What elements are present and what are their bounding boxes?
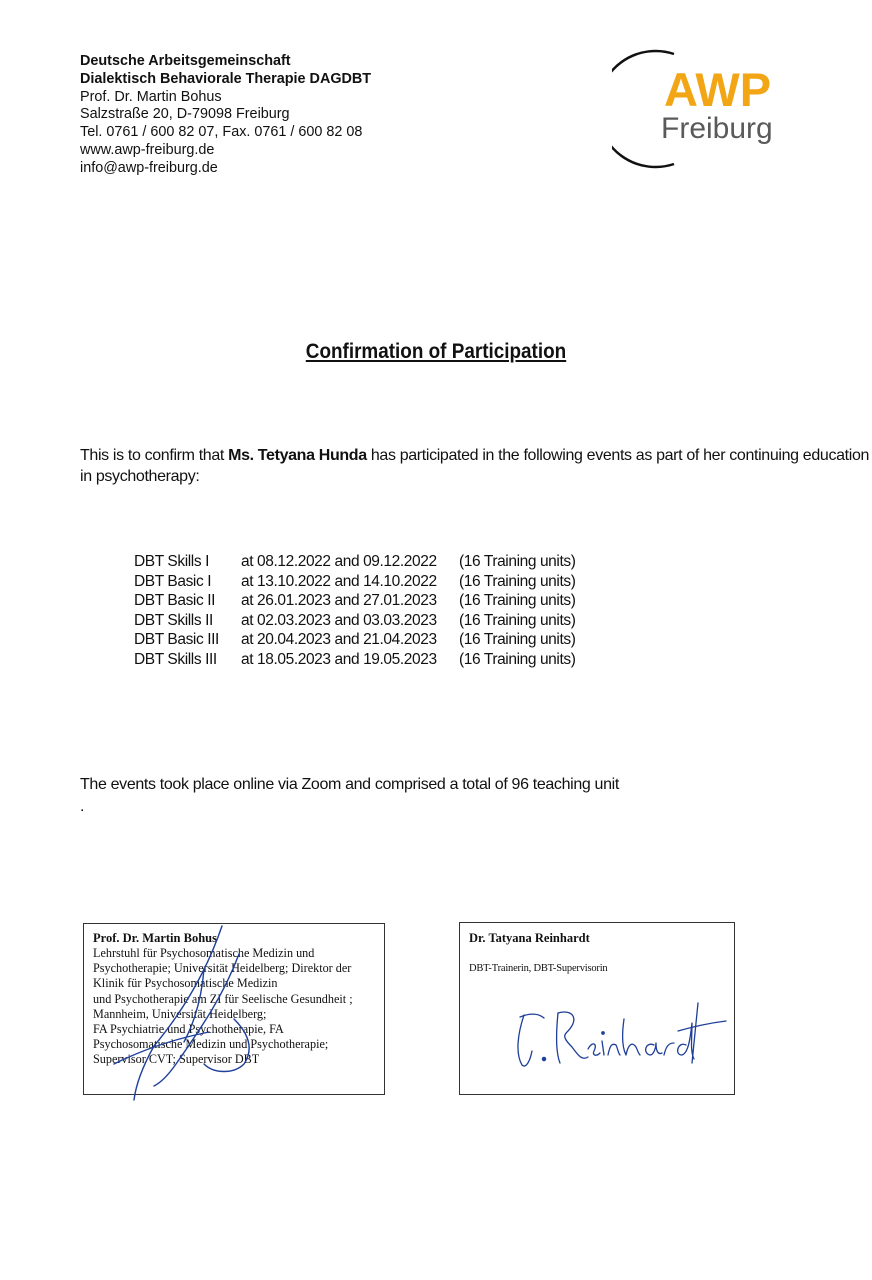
org-name-line1: Deutsche Arbeitsgemeinschaft [80,53,291,69]
event-dates: at 08.12.2022 and 09.12.2022 [241,553,437,570]
credential-line: FA Psychiatrie und Psychotherapie, FA [93,1022,284,1037]
website: www.awp-freiburg.de [80,141,215,158]
street-address: Salzstraße 20, D-79098 Freiburg [80,106,290,123]
signatory-name: Dr. Tatyana Reinhardt [469,931,590,945]
event-dates: at 26.01.2023 and 27.01.2023 [241,592,437,609]
event-units: (16 Training units) [459,650,576,668]
logo-freiburg-text: Freiburg [661,112,773,145]
email: info@awp-freiburg.de [80,159,218,176]
event-dates: at 18.05.2023 and 19.05.2023 [241,650,437,668]
handwritten-signature-bohus [84,924,384,1104]
phone-fax: Tel. 0761 / 600 82 07, Fax. 0761 / 600 82 08 [80,124,363,141]
org-name-line2: Dialektisch Behaviorale Therapie DAGDBT [80,70,372,87]
event-name: DBT Skills I [134,553,210,570]
summary-period: . [80,798,85,815]
event-name: DBT Skills II [134,611,213,629]
document-title: Confirmation of Participation [305,340,567,363]
summary-text: The events took place online via Zoom and comprised a total of 96 teaching unit [80,776,619,793]
event-units: (16 Training units) [459,553,576,570]
event-units: (16 Training units) [459,611,576,629]
event-units: (16 Training units) [459,592,576,609]
credential-line: Psychosomatische Medizin und Psychotherapie; [93,1037,329,1052]
signature-box-reinhardt [459,922,735,1095]
signature-box-bohus [83,923,385,1095]
intro-paragraph [80,445,870,487]
event-units: (16 Training units) [459,631,576,648]
intro-prefix: This is to confirm that [80,447,229,464]
credential-line: Psychotherapie; Universität Heidelberg; Direktor der [93,961,352,976]
awp-freiburg-logo [612,48,792,170]
event-dates: at 13.10.2022 and 14.10.2022 [241,572,437,590]
signatory-role: DBT-Trainerin, DBT-Supervisorin [469,963,608,974]
sender-address [80,53,371,178]
participant-name: Ms. Tetyana Hunda [228,447,367,464]
event-units: (16 Training units) [459,572,576,590]
intro-suffix: has participated in the following events as part of her continuing education in psychotherapy: [80,447,870,485]
event-name: DBT Skills III [134,650,217,668]
event-dates: at 20.04.2023 and 21.04.2023 [241,631,437,648]
event-name: DBT Basic I [134,572,212,590]
event-name: DBT Basic III [134,631,219,648]
director-name: Prof. Dr. Martin Bohus [80,88,222,105]
credential-line: Lehrstuhl für Psychosomatische Medizin und [93,946,315,960]
event-name: DBT Basic II [134,592,216,609]
credential-line: Klinik für Psychosomatische Medizin [93,976,278,991]
event-dates: at 02.03.2023 and 03.03.2023 [241,611,437,629]
logo-awp-text: AWP [664,63,772,116]
signatory-name: Prof. Dr. Martin Bohus [93,931,217,945]
credential-line: und Psychotherapie am ZI für Seelische Gesundheit ; [93,991,353,1006]
handwritten-signature-reinhardt [460,923,734,1094]
credential-line: Mannheim, Universität Heidelberg; [93,1006,267,1021]
credential-line: Supervisor CVT; Supervisor DBT [93,1052,260,1067]
